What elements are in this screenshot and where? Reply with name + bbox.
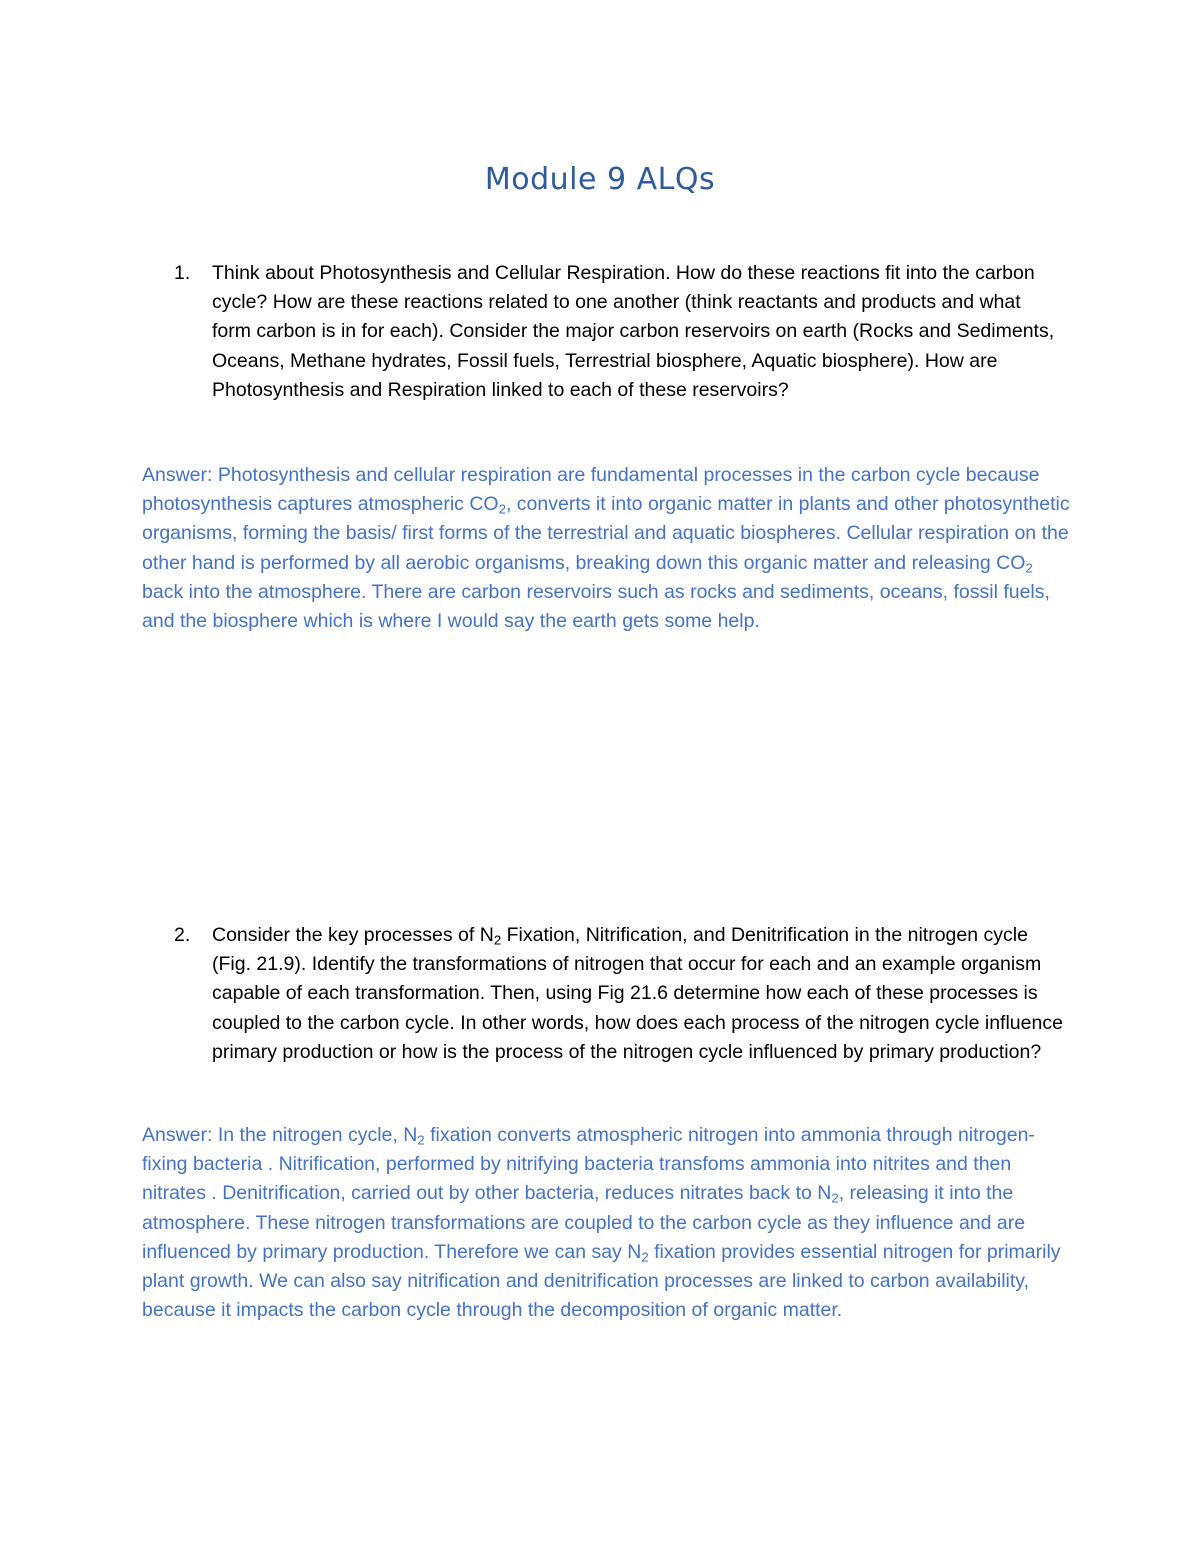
subscript-2: 2 [493,932,502,948]
question-1 [174,259,1064,405]
question-2-text [212,921,1064,1067]
answer-2-text-part: , releasing it into the atmosphere. These nitrogen transformations are coupled to the carbon cycle as they influence and are influenced by primary production. Therefore we can say N [142,1182,1026,1263]
question-1-text [212,259,1064,405]
answer-2 [142,1121,1072,1325]
subscript-2: 2 [498,501,506,517]
question-1-text-part: Think about Photosynthesis and Cellular Respiration. How do these reactions fit into the carbon cycle? How are these reactions related to one another (think reactants and products and what form carbon is in for each). Consider the major carbon reservoirs on earth (Rocks and Sediments, Oceans, Methane hydrates, Fossil fuels, Terrestrial biosphere, Aquatic biosphere). How are Photosynthesis and Respiration linked to each of these reservoirs? [212,262,1055,401]
subscript-2: 2 [641,1249,649,1265]
answer-1-text-part: back into the atmosphere. There are carbon reservoirs such as rocks and sediments, oceans, fossil fuels, and the biosphere which is where I would say the earth gets some help. [142,580,1050,633]
subscript-2: 2 [831,1190,839,1206]
answer-2-text-part: fixation provides essential nitrogen for primarily plant growth. We can also say nitrification and denitrification processes are linked to carbon availability, because it impacts the carbon cycle through the decomposition of organic matter. [142,1240,1061,1322]
answer-1-text-part: Answer: Photosynthesis and cellular respiration are fundamental processes in the carbon cycle because photosynthesis captures atmospheric CO [142,464,1040,516]
answer-1 [142,461,1072,636]
question-2-text-part: Consider the key processes of N [212,924,494,946]
document-title: Module 9 ALQs [484,162,716,197]
answer-1-text-part: , converts it into organic matter in plants and other photosynthetic organisms, forming the basis/ first forms of the terrestrial and aquatic biospheres. Cellular respiration on the other hand is performed by all aerobic organisms, breaking down this organic matter and releasing CO [142,493,1070,574]
question-1-number: 1. [174,262,191,284]
answer-2-text-part: fixation converts atmospheric nitrogen into ammonia through nitrogen-fixing bacteria . Nitrification, performed by nitrifying bacteria transfoms ammonia into nitrites and then nitrates . Denitrification, carried out by other bacteria, reduces nitrates back to N [142,1124,1035,1205]
subscript-2: 2 [1025,559,1033,575]
question-2 [174,921,1064,1067]
question-2-text-part: Fixation, Nitrification, and Denitrification in the nitrogen cycle (Fig. 21.9). Identify the transformations of nitrogen that occur for each and an example organism capable of each transformation. Then, using Fig 21.6 determine how each of these processes is coupled to the carbon cycle. In other words, how does each process of the nitrogen cycle influence primary production or how is the process of the nitrogen cycle influenced by primary production? [212,924,1063,1063]
question-2-number: 2. [174,924,191,946]
answer-2-text-part: Answer: In the nitrogen cycle, N [142,1124,418,1146]
subscript-2: 2 [417,1132,425,1148]
